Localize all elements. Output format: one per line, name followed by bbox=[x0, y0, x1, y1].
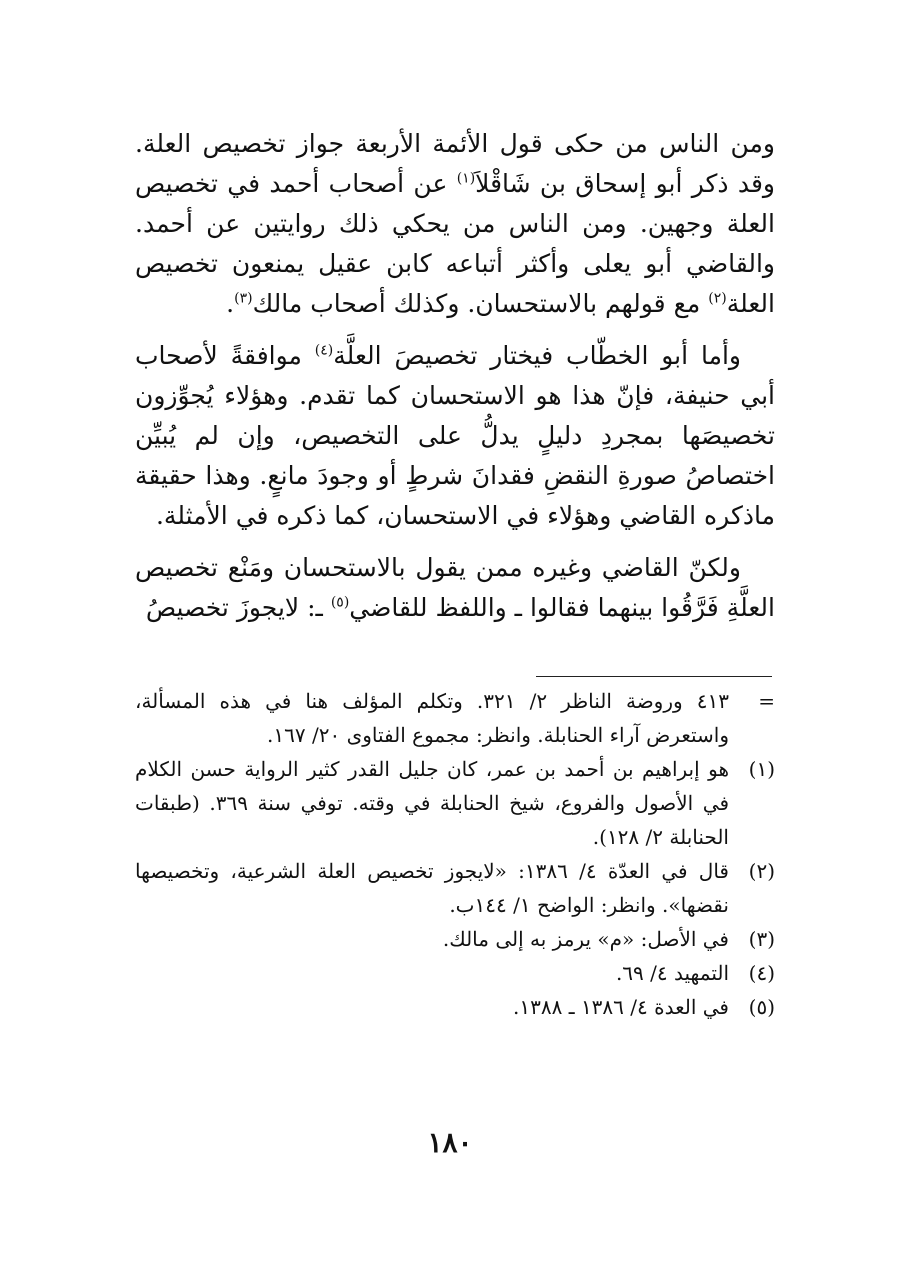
footnote-text: هو إبراهيم بن أحمد بن عمر، كان جليل القدر كثير الرواية حسن الكلام في الأصول والفروع، شيخ الحنابلة في وقته. توفي سنة ٣٦٩. (طبقات الحنابلة ٢/ ١٢٨). bbox=[135, 757, 730, 849]
footnote-text: قال في العدّة ٤/ ١٣٨٦: «لايجوز تخصيص العلة الشرعية، وتخصيصها نقضها». وانظر: الواضح ١/ ١٤٤ب. bbox=[135, 859, 729, 917]
footnotes bbox=[135, 684, 775, 1024]
text-segment: موافقةً لأصحاب أبي حنيفة، فإنّ هذا هو الاستحسان كما تقدم. وهؤلاء يُجوِّزون تخصيصَها بمجردِ دليلٍ يدلُّ على التخصيص، وإن لم يُبيِّن اختصاصُ صورةِ النقضِ فقدانَ شرطٍ أو وجودَ مانعٍ. وهذا حقيقة ماذكره القاضي وهؤلاء في الاستحسان، كما ذكره في الأمثلة. bbox=[135, 341, 775, 530]
footnote-3 bbox=[135, 922, 775, 956]
footnote-text: ٤١٣ وروضة الناظر ٢/ ٣٢١. وتكلم المؤلف هنا في هذه المسألة، واستعرض آراء الحنابلة. وانظر: مجموع الفتاوى ٢٠/ ١٦٧. bbox=[135, 689, 729, 747]
footnote-1 bbox=[135, 752, 775, 854]
footnote-number: (٣) bbox=[748, 927, 775, 951]
footnote-ref-3[interactable]: (٣) bbox=[234, 290, 253, 307]
footnote-number: (٥) bbox=[748, 995, 775, 1019]
footnote-2 bbox=[135, 854, 775, 922]
text-segment: ومن الناس من حكى قول الأئمة الأربعة جواز تخصيص العلة. وقد ذكر أبو إسحاق بن شَاقْلاَ bbox=[135, 129, 776, 198]
footnote-5 bbox=[135, 990, 775, 1024]
footnote-number: (١) bbox=[748, 757, 775, 781]
text-segment: عن أصحاب أحمد في تخصيص العلة وجهين. ومن الناس من يحكي ذلك روايتين عن أحمد. والقاضي أبو يعلى وأكثر أتباعه كابن عقيل يمنعون تخصيص العلة bbox=[135, 169, 775, 318]
text-segment: وأما أبو الخطّاب فيختار تخصيصَ العلَّة bbox=[333, 341, 741, 370]
footnote-ref-4[interactable]: (٤) bbox=[314, 342, 334, 359]
paragraph-2 bbox=[135, 336, 775, 536]
footnote-text: التمهيد ٤/ ٦٩. bbox=[615, 961, 729, 985]
footnote-number: (٢) bbox=[748, 859, 775, 883]
page-number: ١٨٠ bbox=[427, 1126, 473, 1159]
footnote-number: = bbox=[758, 689, 775, 713]
footnote-text: في الأصل: «م» يرمز به إلى مالك. bbox=[442, 927, 729, 951]
footnote-ref-1[interactable]: (١) bbox=[456, 170, 476, 187]
text-segment: ولكنّ القاضي وغيره ممن يقول بالاستحسان ومَنْع تخصيص العلَّةِ فَرَّقُوا بينهما فقالوا ـ واللفظ للقاضي bbox=[135, 553, 775, 622]
text-segment: مع قولهم بالاستحسان. وكذلك أصحاب مالك bbox=[252, 289, 709, 318]
footnote-continued bbox=[135, 684, 775, 752]
footnote-4 bbox=[135, 956, 775, 990]
footnote-ref-5[interactable]: (٥) bbox=[330, 594, 350, 611]
footnote-text: في العدة ٤/ ١٣٨٦ ـ ١٣٨٨. bbox=[513, 995, 729, 1019]
footnote-number: (٤) bbox=[748, 961, 775, 985]
footnote-ref-2[interactable]: (٢) bbox=[708, 290, 727, 307]
text-segment: . bbox=[226, 289, 235, 318]
text-segment: ـ: لايجوزَ تخصيصُ bbox=[145, 593, 331, 622]
main-text bbox=[135, 124, 775, 640]
paragraph-1 bbox=[135, 124, 775, 324]
paragraph-3 bbox=[135, 548, 775, 628]
footnote-separator bbox=[536, 676, 772, 677]
